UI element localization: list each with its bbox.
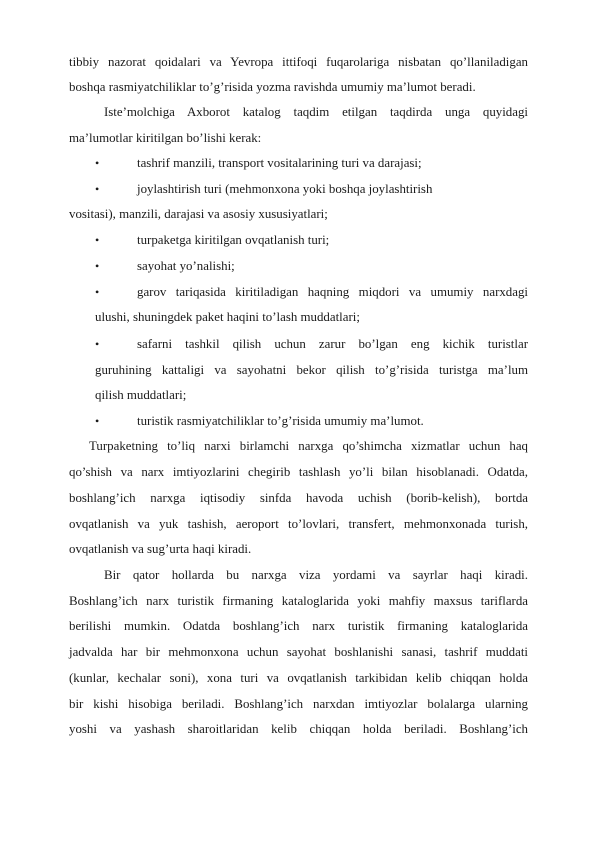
bullet-marker: • — [95, 156, 100, 170]
bullet-text: joylashtirish turi (mehmonxona yoki boshqa joylashtirish — [137, 182, 433, 196]
bullet-marker: • — [95, 337, 100, 351]
bullet-marker: • — [95, 182, 100, 196]
bullet-text: turpaketga kiritilgan ovqatlanish turi; — [137, 233, 330, 247]
text-line: Iste’molchiga Axborot katalog taqdim etilgan taqdirda unga quyidagi — [104, 105, 528, 119]
bullet-text: safarni tashkil qilish uchun zarur bo’lgan eng kichik turistlar — [137, 337, 528, 351]
text-line: Bir qator hollarda bu narxga viza yordami va sayrlar haqi kiradi. — [104, 568, 528, 582]
bullet-text: guruhining kattaligi va sayohatni bekor qilish to’g’risida turistga ma’lum — [95, 363, 528, 377]
bullet-text: sayohat yo’nalishi; — [137, 259, 235, 273]
text-line: boshqa rasmiyatchiliklar to’g’risida yozma ravishda umumiy ma’lumot beradi. — [69, 80, 476, 94]
text-line: ovqatlanish va sug’urta haqi kiradi. — [69, 542, 252, 556]
bullet-text: garov tariqasida kiritiladigan haqning miqdori va umumiy narxdagi — [137, 285, 528, 299]
text-line: bir kishi hisobiga beriladi. Boshlang’ich narxdan imtiyozlar bolalarga ularning — [69, 697, 528, 711]
text-line: ma’lumotlar kiritilgan bo’lishi kerak: — [69, 131, 262, 145]
text-line: tibbiy nazorat qoidalari va Yevropa ittifoqi fuqarolariga nisbatan qo’llaniladigan — [69, 55, 528, 69]
text-line: ovqatlanish va yuk tashish, aeroport to’lovlari, transfert, mehmonxonada turish, — [69, 517, 528, 531]
bullet-marker: • — [95, 414, 100, 428]
text-line: yoshi va yashash sharoitlaridan kelib chiqqan holda beriladi. Boshlang’ich — [69, 722, 528, 736]
bullet-marker: • — [95, 259, 100, 273]
text-line: Turpaketning to’liq narxi birlamchi narxga qo’shimcha xizmatlar uchun haq — [89, 439, 528, 453]
bullet-text: qilish muddatlari; — [95, 388, 187, 402]
bullet-text: tashrif manzili, transport vositalarining turi va darajasi; — [137, 156, 422, 170]
text-line: qo’shish va narx imtiyozlarini chegirib tashlash yo’li bilan hisoblanadi. Odatda, — [69, 465, 528, 479]
bullet-marker: • — [95, 285, 100, 299]
text-line: boshlang’ich narxga iqtisodiy sinfda havoda uchish (borib-kelish), bortda — [69, 491, 528, 505]
text-line: jadvalda har bir mehmonxona uchun sayohat boshlanishi sanasi, tashrif muddati — [69, 645, 528, 659]
text-line: berilishi mumkin. Odatda boshlang’ich narx turistik firmaning kataloglarida — [69, 619, 528, 633]
bullet-text: ulushi, shuningdek paket haqini to’lash muddatlari; — [95, 310, 360, 324]
bullet-marker: • — [95, 233, 100, 247]
text-line: vositasi), manzili, darajasi va asosiy xususiyatlari; — [69, 207, 328, 221]
text-line: Boshlang’ich narx turistik firmaning kataloglarida yoki mahfiy maxsus tariflarda — [69, 594, 528, 608]
bullet-text: turistik rasmiyatchiliklar to’g’risida umumiy ma’lumot. — [137, 414, 424, 428]
text-line: (kunlar, kechalar soni), xona turi va ovqatlanish tarkibidan kelib chiqqan holda — [69, 671, 528, 685]
